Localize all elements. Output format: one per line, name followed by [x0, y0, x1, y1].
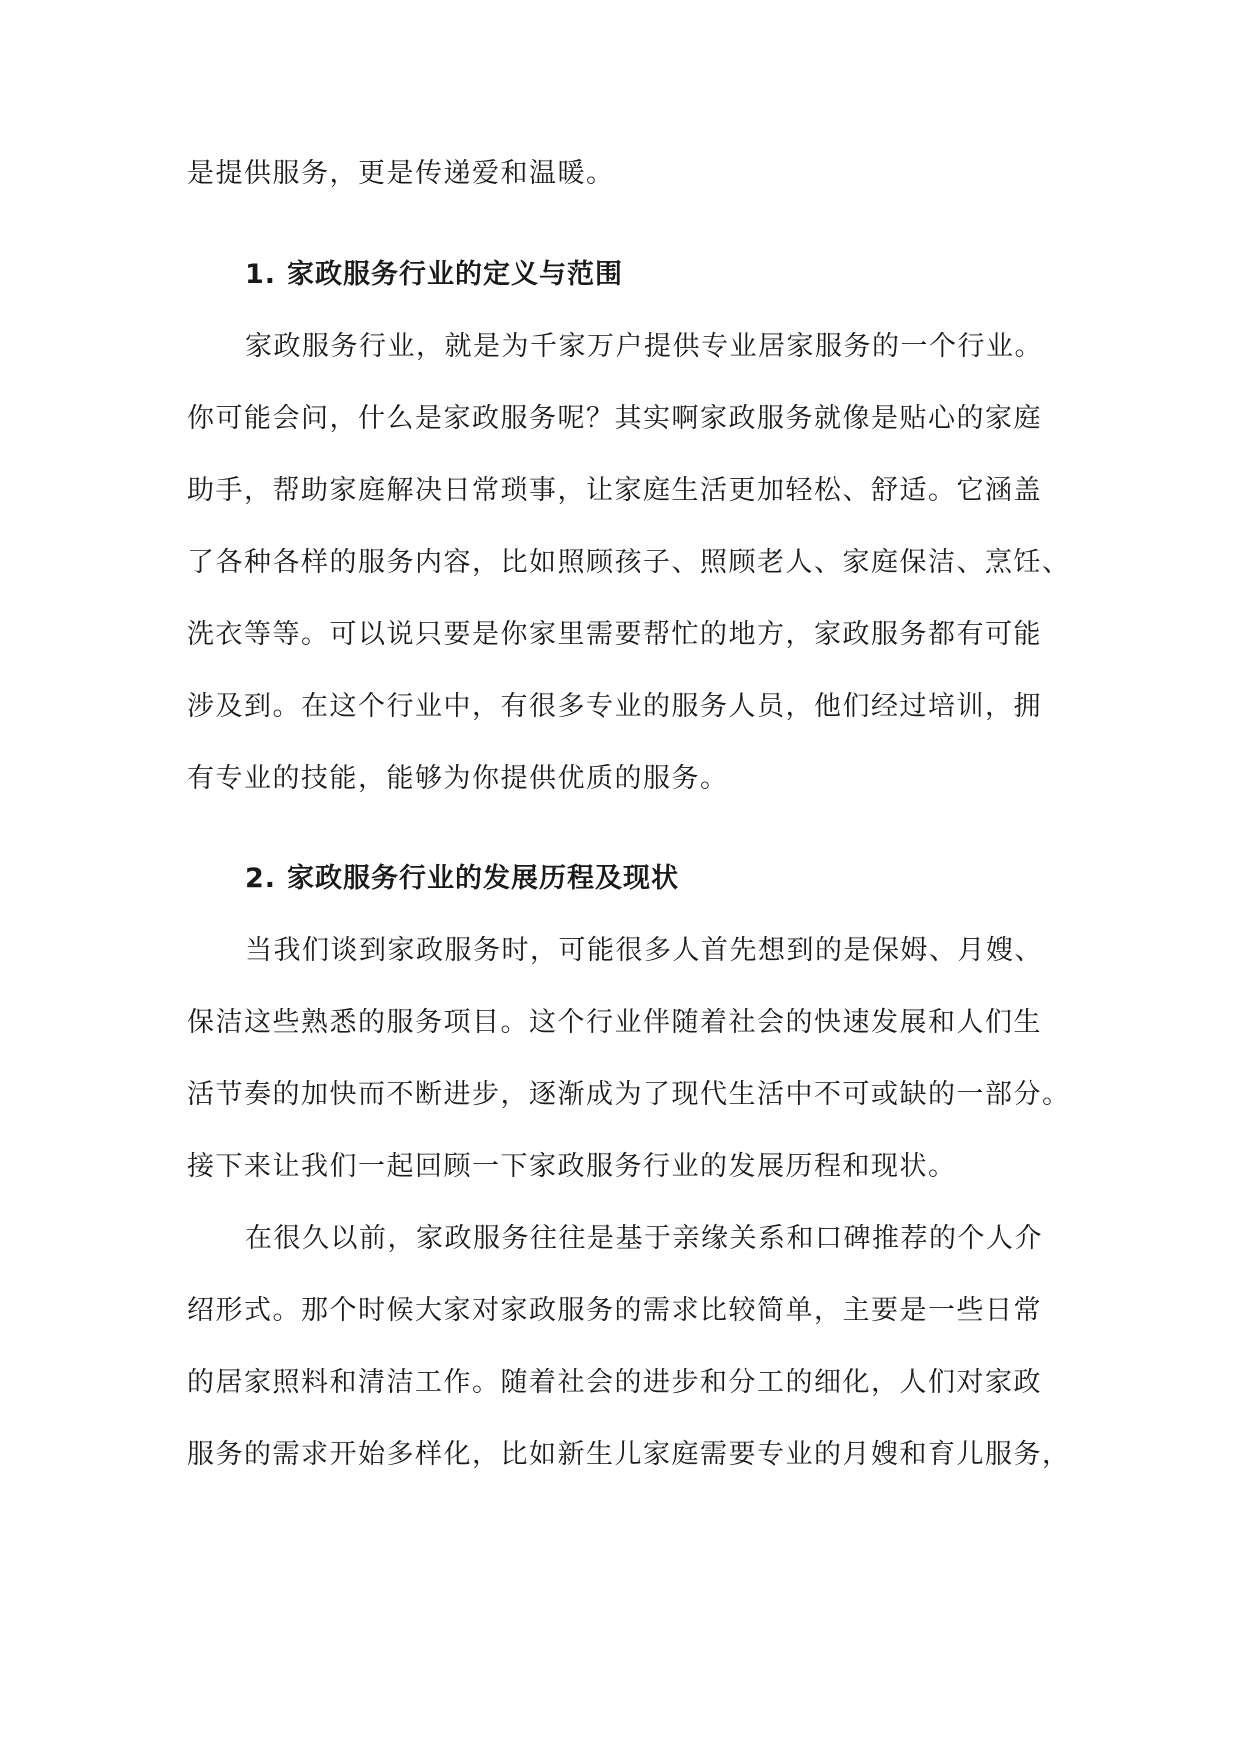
section-heading-1	[187, 239, 1059, 311]
section-title: 家政服务行业的发展历程及现状	[287, 863, 679, 894]
section-number: 1.	[245, 259, 277, 290]
paragraph-line: 洗衣等等。可以说只要是你家里需要帮忙的地方，家政服务都有可能	[187, 619, 1042, 650]
paragraph-line: 家政服务行业，就是为千家万户提供专业居家服务的一个行业。	[245, 331, 1043, 362]
paragraph-line: 涉及到。在这个行业中，有很多专业的服务人员，他们经过培训，拥	[187, 691, 1042, 722]
paragraph-line: 在很久以前，家政服务往往是基于亲缘关系和口碑推荐的个人介	[245, 1223, 1043, 1254]
paragraph-line: 服务的需求开始多样化，比如新生儿家庭需要专业的月嫂和育儿服务，	[187, 1439, 1071, 1470]
paragraph-line: 有专业的技能，能够为你提供优质的服务。	[187, 763, 729, 794]
section-2-paragraph-2	[187, 1203, 1071, 1491]
paragraph-line: 是提供服务，更是传递爱和温暖。	[187, 158, 615, 189]
paragraph-line: 当我们谈到家政服务时，可能很多人首先想到的是保姆、月嫂、	[245, 935, 1043, 966]
paragraph-line: 你可能会问，什么是家政服务呢？其实啊家政服务就像是贴心的家庭	[187, 403, 1042, 434]
section-number: 2.	[245, 863, 277, 894]
paragraph-line: 保洁这些熟悉的服务项目。这个行业伴随着社会的快速发展和人们生	[187, 1007, 1042, 1038]
paragraph-line: 活节奏的加快而不断进步，逐渐成为了现代生活中不可或缺的一部分。	[187, 1079, 1071, 1110]
paragraph-line: 的居家照料和清洁工作。随着社会的进步和分工的细化，人们对家政	[187, 1367, 1042, 1398]
document-page	[187, 138, 1071, 1491]
section-heading-2	[187, 843, 1059, 915]
section-2-paragraph-1	[187, 915, 1071, 1203]
paragraph-line: 助手，帮助家庭解决日常琐事，让家庭生活更加轻松、舒适。它涵盖	[187, 475, 1042, 506]
paragraph-line: 接下来让我们一起回顾一下家政服务行业的发展历程和现状。	[187, 1151, 957, 1182]
section-title: 家政服务行业的定义与范围	[287, 259, 623, 290]
paragraph-line: 了各种各样的服务内容，比如照顾孩子、照顾老人、家庭保洁、烹饪、	[187, 547, 1071, 578]
section-1-paragraph	[187, 311, 1071, 815]
paragraph-line: 绍形式。那个时候大家对家政服务的需求比较简单，主要是一些日常	[187, 1295, 1042, 1326]
